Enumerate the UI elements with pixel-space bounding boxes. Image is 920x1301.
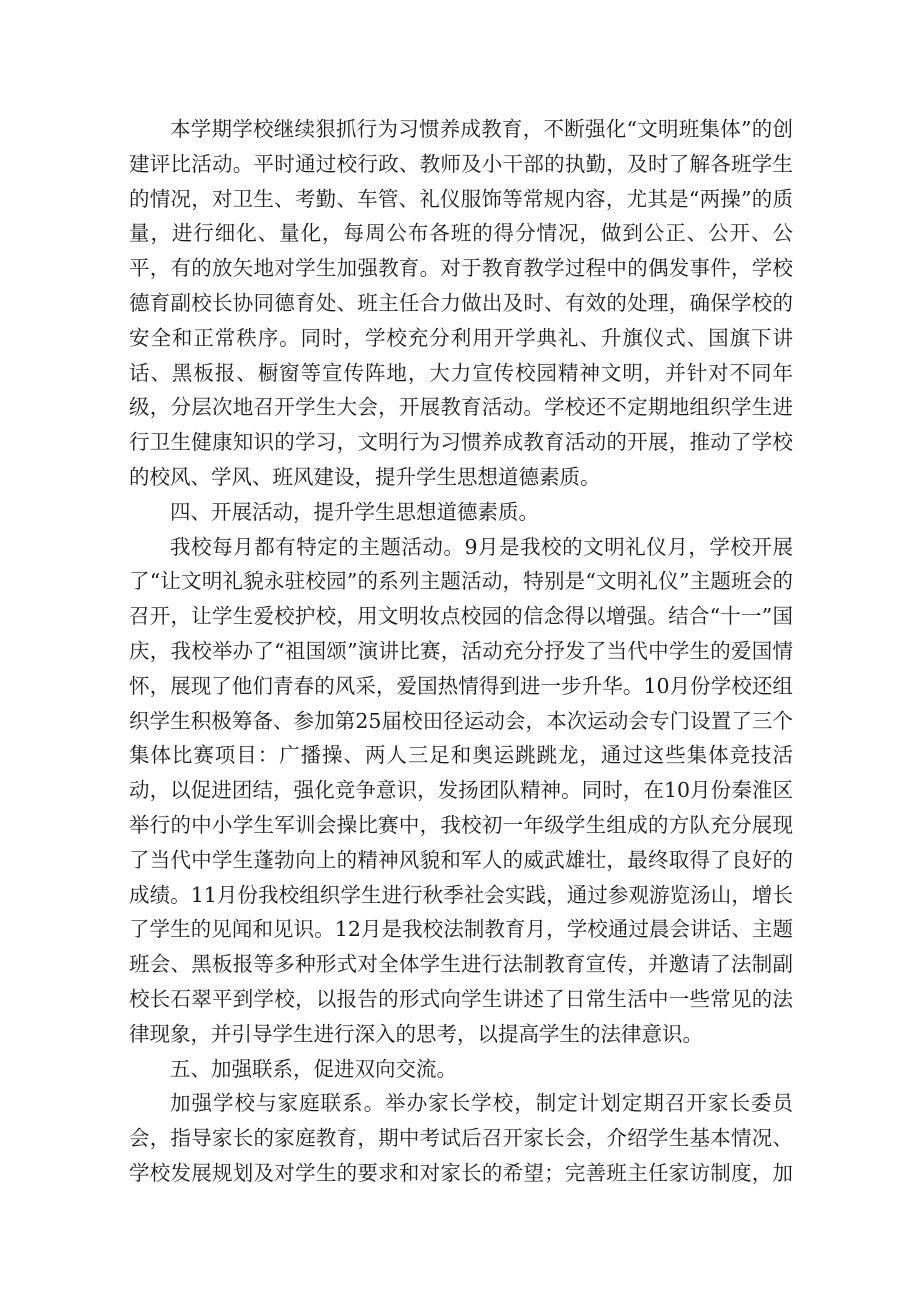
paragraph-behavior-education: 本学期学校继续狠抓行为习惯养成教育，不断强化“文明班集体”的创建评比活动。平时通过校行政、教师及小干部的执勤，及时了解各班学生的情况，对卫生、考勤、车管、礼仪服饰等常规内容，尤其是“两操”的质量，进行细化、量化，每周公布各班的得分情况，做到公正、公开、公平，有的放矢地对学生加强教育。对于教育教学过程中的偶发事件，学校德育副校长协同德育处、班主任合力做出及时、有效的处理，确保学校的安全和正常秩序。同时，学校充分利用开学典礼、升旗仪式、国旗下讲话、黑板报、橱窗等宣传阵地，大力宣传校园精神文明，并针对不同年级，分层次地召开学生大会，开展教育活动。学校还不定期地组织学生进行卫生健康知识的学习，文明行为习惯养成教育活动的开展，推动了学校的校风、学风、班风建设，提升学生思想道德素质。 [129, 117, 793, 489]
paragraph-family-contact: 加强学校与家庭联系。举办家长学校，制定计划定期召开家长委员会，指导家长的家庭教育，期中考试后召开家长会，介绍学生基本情况、学校发展规划及对学生的要求和对家长的希望；完善班主任家访制度，加 [129, 1091, 793, 1185]
section-heading-activities: 四、开展活动，提升学生思想道德素质。 [170, 499, 539, 524]
document-body [129, 112, 793, 1226]
section-heading-communication: 五、加强联系，促进双向交流。 [170, 1056, 457, 1081]
page-bottom-margin [0, 1186, 920, 1301]
paragraph-monthly-activities: 我校每月都有特定的主题活动。9月是我校的文明礼仪月，学校开展了“让文明礼貌永驻校园”的系列主题活动，特别是“文明礼仪”主题班会的召开，让学生爱校护校，用文明妆点校园的信念得以增强。结合“十一”国庆，我校举办了“祖国颂”演讲比赛，活动充分抒发了当代中学生的爱国情怀，展现了他们青春的风采，爱国热情得到进一步升华。10月份学校还组织学生积极筹备、参加第25届校田径运动会，本次运动会专门设置了三个集体比赛项目：广播操、两人三足和奥运跳跳龙，通过这些集体竞技活动，以促进团结，强化竞争意识，发扬团队精神。同时，在10月份秦淮区举行的中小学生军训会操比赛中，我校初一年级学生组成的方队充分展现了当代中学生蓬勃向上的精神风貌和军人的威武雄壮，最终取得了良好的成绩。11月份我校组织学生进行秋季社会实践，通过参观游览汤山，增长了学生的见闻和见识。12月是我校法制教育月，学校通过晨会讲话、主题班会、黑板报等多种形式对全体学生进行法制教育宣传，并邀请了法制副校长石翠平到学校，以报告的形式向学生讲述了日常生活中一些常见的法律现象，并引导学生进行深入的思考，以提高学生的法律意识。 [129, 534, 793, 1046]
